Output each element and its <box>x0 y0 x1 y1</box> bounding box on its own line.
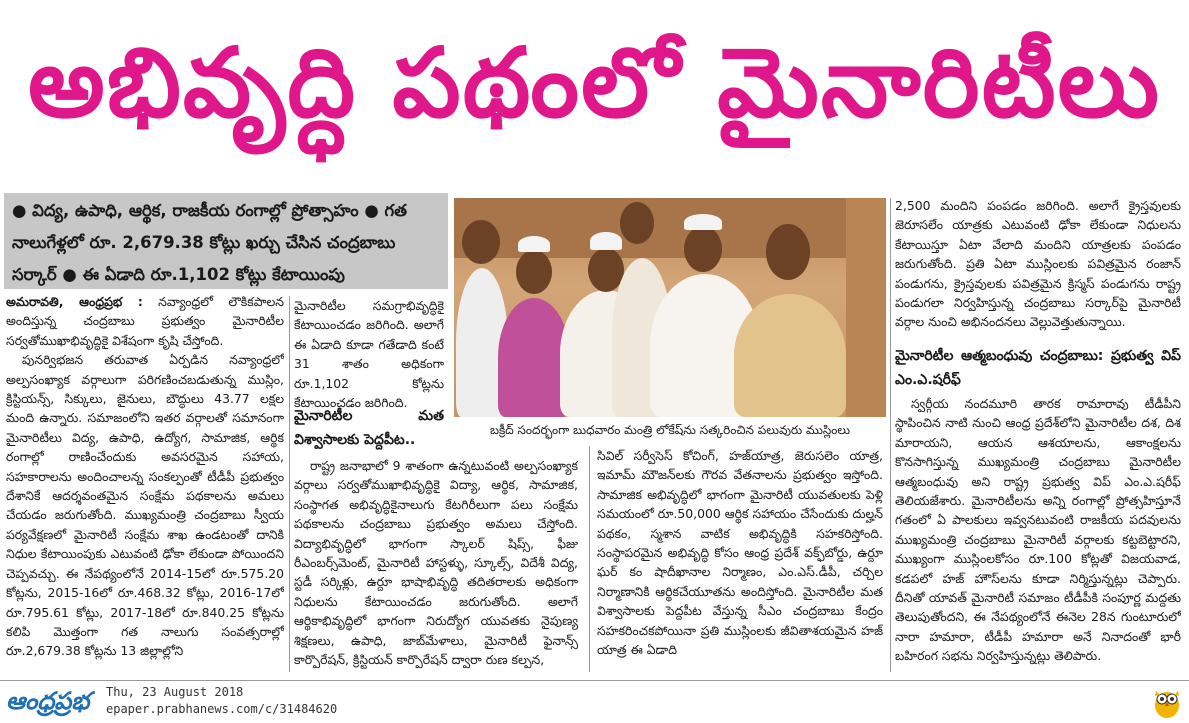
owl-icon <box>1152 685 1182 719</box>
article-column-1 <box>6 292 284 676</box>
article-column-2 <box>294 456 578 676</box>
subheading-box-2 <box>895 344 1181 392</box>
paragraph: సివిల్ సర్వీసెస్ కోచింగ్, హజ్‌యాత్ర, జెరుసలెం యాత్ర, ఇమామ్ మౌజన్‌లకు గౌరవ వేతనాలను ప్రభుత్వం ఇస్తోంది. సామాజిక అభివృద్ధిలో భాగంగా మైనారిటీ యువతులకు పెళ్లి సమయంలో రూ.50,000 ఆర్థిక సహాయం చేసేందుకు దుల్హన్ పథకం, స్మశాన వాటిక అభివృద్ధికి సహకరిస్తోంది. సంస్థాపరమైన అభివృద్ధి కోసం ఆంధ్ర ప్రదేశ్ వక్ఫ్‌బోర్డు, ఉర్దూ ఘర్ కం షాదీఖానాల నిర్మాణం, ఎం.ఎస్.డీపీ, చర్చిల నిర్మాణానికి ఆర్థికచేయూతను అందిస్తోంది. మైనారిటీల మత విశ్వాసాలకు పెద్దపీట వేస్తున్న సీఎం చంద్రబాబు కేంద్రం సహకరించకపోయినా ప్రతి ముస్లింలకు జీవితాశయమైన హజ్ యాత్ర ఈ ఏడాది <box>597 448 883 658</box>
person-figure <box>734 294 846 417</box>
person-head <box>620 202 654 244</box>
andhraprabha-logo: ఆంధ్రప్రభ <box>6 687 90 715</box>
paragraph: స్వర్గీయ నందమూరి తారక రామారావు టీడీపీని స్థాపించిన నాటి నుంచి ఆంధ్ర ప్రదేశ్‌లోని మైనారిటీల దశ, దిశ మారాయని, ఆయన ఆశయాలను, ఆకాంక్షలను కొనసాగిస్తున్న ముఖ్యమంత్రి చంద్రబాబు మైనారిటీల ఆత్మబంధువు అని రాష్ట్ర ప్రభుత్వ విప్ ఎం.ఎ.షరీఫ్ తెలియజేశారు. మైనారిటీలను అన్ని రంగాల్లో ప్రోత్సహిస్తూనే గతంలో ఏ పాలకులు ఇవ్వనటువంటి రాజకీయ పదవులను ముఖ్యమంత్రి చంద్రబాబు మైనారిటీ వర్గాలకు కట్టబెట్టారని, ముఖ్యంగా ముస్లింలకోసం రూ.100 కోట్లతో విజయవాడ, కడపలో హజ్ హౌస్‌లను కూడా నిర్మిస్తున్నట్లు చెప్పారు. దీనితో యావత్ మైనారిటీ సమాజం టీడీపీకి సంపూర్ణ మద్దతు తెలుపుతోందని, ఈ నేపథ్యంలోనే ఈనెల 28న గుంటూరులో నారా హమారా, టీడీపీ హమారా అనే నినాదంతో భారీ బహిరంగ సభను నిర్వహిస్తున్నట్లు తెలిపారు. <box>895 396 1181 664</box>
person-head <box>684 226 722 272</box>
article-column-4-top <box>895 196 1181 346</box>
edition-date: Thu, 23 August 2018 <box>106 685 244 699</box>
deck-summary: ● విద్య, ఉపాధి, ఆర్థిక, రాజకీయ రంగాల్లో ప్రోత్సాహం ● గత నాలుగేళ్లలో రూ. 2,679.38 కోట్లు ఖర్చు చేసిన చంద్రబాబు సర్కార్ ● ఈ ఏడాది రూ.1,102 కోట్లు కేటాయింపు <box>4 193 448 289</box>
photo-caption: బక్రీద్ సందర్భంగా బుధవారం మంత్రి లోకేష్‌ను సత్కరించిన పలువురు ముస్లింలు <box>489 423 851 437</box>
photo-door <box>846 198 886 417</box>
dateline: అమరావతి, ఆంధ్రప్రభ : <box>6 294 143 309</box>
paragraph-text: నవ్యాంధ్రలో లౌకికపాలన అందిస్తున్న చంద్రబాబు ప్రభుత్వం మైనారిటీల సర్వతోముఖాభివృద్ధికై విశేషంగా కృషి చేస్తోంది. <box>6 294 284 348</box>
column-divider <box>589 446 590 672</box>
subheading: మైనారిటీల ఆత్మబంధువు చంద్రబాబు: ప్రభుత్వ విప్ ఎం.ఎ.షరీఫ్ <box>895 348 1181 388</box>
paragraph <box>6 292 284 350</box>
column-divider <box>289 296 290 672</box>
skullcap <box>684 214 722 230</box>
paragraph: మైనారిటీల సమగ్రాభివృద్ధికై కేటాయించడం జరిగింది. అలాగే ఈ ఏడాది కూడా గతేడాది కంటే 31 శాతం అధికంగా రూ.1,102 కోట్లను కేటాయించడం జరిగింది. <box>294 298 444 411</box>
subheading: మైనారిటీల మత విశ్వాసాలకు పెద్దపీట.. <box>294 408 444 448</box>
subheading-box <box>294 404 444 452</box>
article-column-2-top <box>294 296 444 414</box>
paragraph: 2,500 మందిని పంపడం జరిగింది. అలాగే క్రైస్తవులకు జెరూసలేం యాత్రకు ఎటువంటి ఢోకా లేకుండా నిధులను కేటాయిస్తూ ఏటా వేలాది మందిని యాత్రలకు పంపడం జరుగుతోంది. ప్రతి ఏటా ముస్లింలకు పవిత్రమైన రంజాన్ పండుగను, క్రైస్తవులకు పవిత్రమైన క్రిస్మస్ పండుగను రాష్ట్ర పండుగలా నిర్వహిస్తున్న చంద్రబాబు సర్కార్‌పై మైనారిటీ వర్గాల నుంచి అభినందనలు వెల్లువెత్తుతున్నాయి. <box>895 198 1181 330</box>
paragraph: పునర్విభజన తరువాత ఏర్పడిన నవ్యాంధ్రలో అల్పసంఖ్యాక వర్గాలుగా పరిగణించబడుతున్న ముస్లిం, క్రిస్టియన్స్, సిక్కులు, జైనులు, బౌద్ధులు 43.77 లక్షల మంది ఉన్నారు. సమాజంలోని ఇతర వర్గాలతో సమానంగా మైనారిటీలు విద్య, ఉపాధి, ఉద్యోగ, సామాజిక, ఆర్థిక రంగాల్లో రాణించేందుకు అవసరమైన సహాయ, సహకారాలను అందించాలన్న సంకల్పంతో టీడీపీ ప్రభుత్వం దేశానికే ఆదర్శవంతమైన సంక్షేమ పథకాలను అమలు చేయడం జరుగుతోంది. ముఖ్యమంత్రి చంద్రబాబు స్వీయ పర్యవేక్షణలో మైనారిటీ సంక్షేమ శాఖ ఉండటంతో దానికి నిధుల కేటాయింపుకు ఎటువంటి ఢోకా లేకుండా పోయిందని చెప్పవచ్చు. ఈ నేపథ్యంలోనే 2014-15లో రూ.575.20 కోట్లను, 2015-16లో రూ.468.32 కోట్లు, 2016-17లో రూ.795.61 కోట్లు, 2017-18లో రూ.840.25 కోట్లను కలిపి మొత్తంగా గత నాలుగు సంవత్సరాల్లో రూ.2,679.38 కోట్లను 13 జిల్లాల్లోని <box>6 352 284 659</box>
person-head <box>462 220 500 264</box>
person-head <box>516 250 552 294</box>
headline: అభివృద్ధి పథంలో మైనారిటీలు <box>28 27 1161 139</box>
skullcap <box>590 232 622 250</box>
footer-bar <box>0 680 1189 723</box>
skullcap <box>518 236 550 252</box>
paragraph: రాష్ట్ర జనాభాలో 9 శాతంగా ఉన్నటువంటి అల్పసంఖ్యాక వర్గాలు సర్వతోముఖాభివృద్ధికై విద్యా, ఆర్థిక, సామాజిక, సంస్థాగత అభివృద్ధికైనాలుగు కేటగిరీలుగా పలు సంక్షేమ పథకాలను చంద్రబాబు ప్రభుత్వం అమలు చేస్తోంది. విద్యాభివృద్ధిలో భాగంగా స్కాలర్ షిప్స్, ఫీజు రీఎంబర్స్‌మెంట్, మైనారిటీ హాస్టళ్ళు, స్కూల్స్, విదేశీ విద్య, స్టడీ సర్కిళ్లు, ఉర్దూ భాషాభివృద్ధి తదితరాలకు అధికంగా నిధులను కేటాయించడం జరుగుతోంది. అలాగే ఆర్థికాభివృద్ధిలో భాగంగా నిరుద్యోగ యువతకు నైపుణ్య శిక్షణలు, ఉపాధి, జాబ్‌మేళాలు, మైనారిటీ ఫైనాన్స్ కార్పొరేషన్, క్రిస్టియన్ కార్పొరేషన్ ద్వారా రుణ కల్పన, <box>294 458 578 668</box>
article-column-4 <box>895 394 1181 676</box>
article-column-3 <box>597 446 883 674</box>
news-photo <box>454 198 886 417</box>
person-head <box>766 224 810 280</box>
column-divider <box>890 198 891 672</box>
epaper-link[interactable]: epaper.prabhanews.com/c/31484620 <box>106 702 338 716</box>
